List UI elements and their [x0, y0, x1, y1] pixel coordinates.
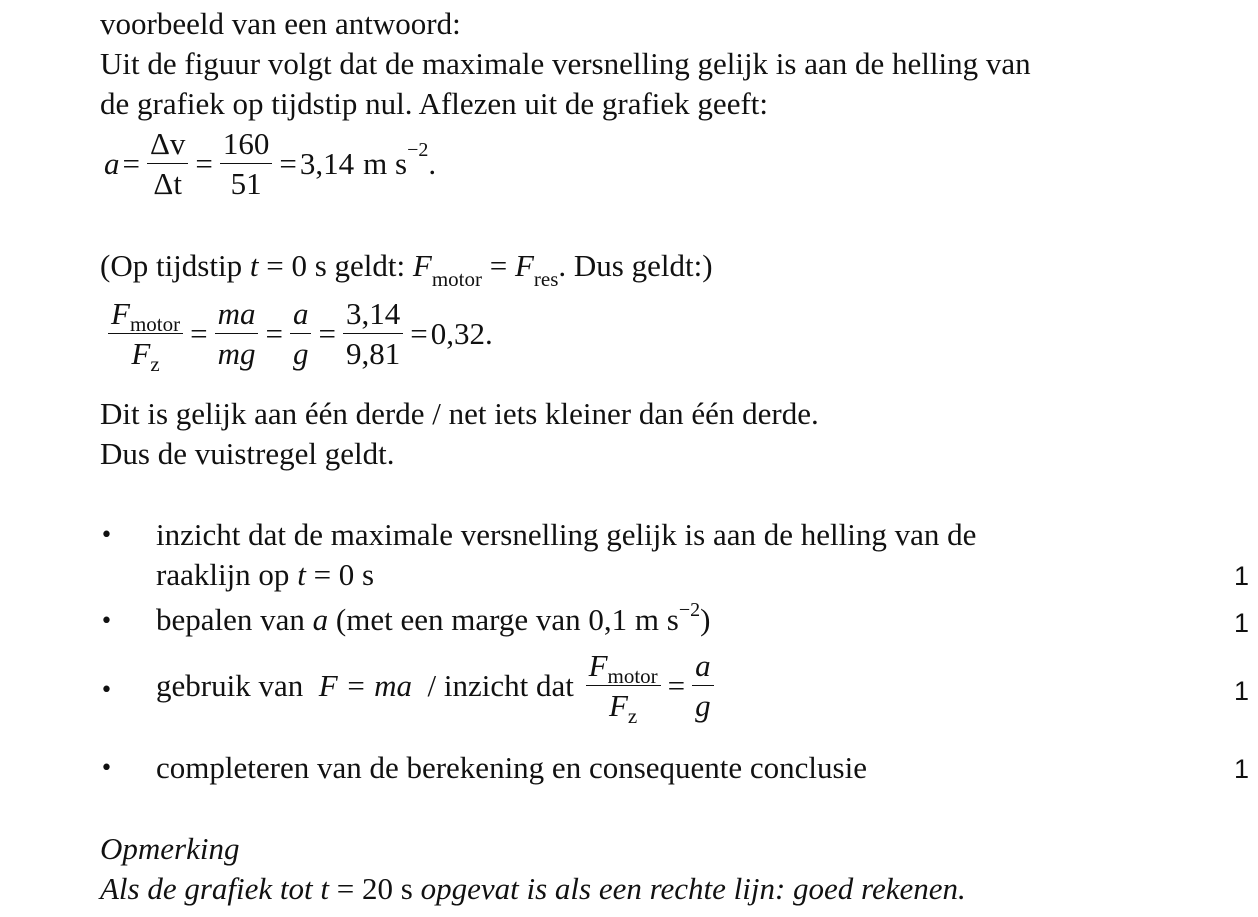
remark-title: Opmerking	[100, 831, 240, 866]
bullet-1-line-1: inzicht dat de maximale versnelling gelijk is aan de helling van de	[156, 517, 977, 552]
acceleration-equation	[104, 128, 436, 199]
eq2-g: g	[292, 336, 309, 371]
intro-line-3: de grafiek op tijdstip nul. Aflezen uit de grafiek geeft:	[100, 86, 768, 121]
eq1-delta-v: Δv	[147, 128, 188, 164]
bullet-1-score: 1	[1234, 561, 1250, 591]
bullet-2-a: a	[312, 602, 329, 637]
bullet-2-pre: bepalen van	[156, 602, 313, 637]
bullet-1-line-2	[156, 555, 374, 595]
eq1-fraction-delta	[147, 128, 188, 199]
eq1-unit: m s	[363, 145, 408, 181]
eq2-fraction-a-g	[290, 298, 312, 369]
bullet-2-post: )	[700, 602, 711, 637]
remark-pre: Als de grafiek tot	[100, 871, 321, 906]
bullet-3-mid: / inzicht dat	[411, 667, 582, 703]
eq2-equals-4: =	[410, 315, 428, 351]
condition-f-motor: F	[412, 248, 432, 283]
bullet-3-f-motor-symbol: F	[588, 648, 608, 683]
intro-line-1: voorbeeld van een antwoord:	[100, 6, 461, 41]
eq2-f-motor-symbol: F	[111, 296, 130, 331]
bullet-3-f-z-symbol: F	[608, 688, 628, 723]
eq2-f-z-sub: z	[150, 352, 160, 376]
conclusion-line-1: Dit is gelijk aan één derde / net iets kleiner dan één derde.	[100, 396, 819, 431]
eq2-f-z-symbol: F	[131, 336, 151, 371]
remark-mid: = 20 s	[329, 871, 421, 906]
eq2-f-motor-sub: motor	[129, 312, 181, 336]
bullet-3-f-motor	[586, 650, 661, 686]
condition-f-res: F	[514, 248, 534, 283]
condition-t: t	[249, 248, 259, 283]
bullet-3-a: a	[692, 650, 714, 686]
bullet-2-score: 1	[1234, 608, 1250, 638]
bullet-1-symbol: •	[100, 523, 113, 548]
bullet-3-pre: gebruik van	[156, 667, 319, 703]
eq1-fraction-values	[220, 128, 273, 199]
intro-line-2: Uit de figuur volgt dat de maximale versnelling gelijk is aan de helling van	[100, 46, 1031, 81]
eq2-a: a	[290, 298, 312, 334]
eq2-fraction-forces	[108, 296, 183, 376]
eq2-fraction-values	[343, 298, 403, 369]
eq1-numerator-value: 160	[220, 128, 273, 164]
bullet-3-formula: F = ma	[318, 667, 412, 703]
bullet-3-equals: =	[667, 667, 686, 703]
eq2-f-z	[128, 334, 162, 376]
bullet-2-symbol: •	[100, 609, 113, 634]
eq2-equals-1: =	[190, 315, 208, 351]
eq1-result: 3,14	[299, 145, 355, 181]
condition-sub-motor: motor	[431, 267, 482, 291]
remark-post: opgevat is als een rechte lijn: goed rekenen.	[420, 871, 966, 906]
bullet-1-t: t	[297, 557, 306, 592]
remark-text	[100, 869, 966, 909]
bullet-3-symbol: •	[100, 678, 113, 703]
eq2-equals-3: =	[318, 315, 336, 351]
eq1-exponent: −2	[407, 138, 429, 161]
bullet-3-fraction-forces	[586, 648, 661, 728]
eq2-ma: ma	[215, 298, 259, 334]
bullet-3-f-motor-sub: motor	[607, 664, 658, 688]
eq1-equals-2: =	[195, 145, 213, 181]
eq2-numerator-value: 3,14	[343, 298, 403, 334]
condition-sub-res: res	[533, 267, 559, 291]
eq2-fraction-ma-mg	[215, 298, 259, 369]
bullet-4-symbol: •	[100, 756, 113, 781]
bullet-3-score: 1	[1234, 676, 1250, 706]
remark-t: t	[320, 871, 330, 906]
eq1-equals-3: =	[279, 145, 297, 181]
bullet-2-text	[156, 600, 710, 644]
condition-line	[100, 246, 713, 289]
eq1-lhs: a	[104, 145, 120, 181]
eq1-equals-1: =	[122, 145, 140, 181]
bullet-3-text	[156, 648, 718, 728]
bullet-2-mid: (met een marge van 0,1 m s	[328, 602, 679, 637]
eq2-equals-2: =	[265, 315, 283, 351]
ratio-equation	[104, 296, 493, 376]
condition-pre: (Op tijdstip	[100, 248, 250, 283]
condition-equals: =	[481, 248, 515, 283]
eq2-result: 0,32.	[430, 315, 493, 351]
bullet-4-text: completeren van de berekening en consequente conclusie	[156, 750, 867, 785]
eq1-period: .	[428, 145, 437, 181]
eq1-denominator-value: 51	[230, 166, 262, 201]
eq2-denominator-value: 9,81	[345, 336, 401, 371]
condition-post: . Dus geldt:)	[558, 248, 713, 283]
bullet-2-exponent: −2	[678, 599, 701, 621]
bullet-3-g: g	[695, 688, 711, 723]
condition-mid: = 0 s geldt:	[258, 248, 413, 283]
eq2-mg: mg	[217, 336, 256, 371]
bullet-3-fraction-a-g	[692, 650, 714, 721]
conclusion-line-2: Dus de vuistregel geldt.	[100, 436, 395, 471]
bullet-3-f-z-sub: z	[627, 704, 638, 728]
bullet-1-line-2-post: = 0 s	[305, 557, 375, 592]
bullet-4-score: 1	[1234, 754, 1250, 784]
bullet-1-line-2-pre: raaklijn op	[156, 557, 298, 592]
bullet-3-f-z	[606, 686, 640, 728]
eq1-delta-t: Δt	[153, 166, 182, 201]
eq2-f-motor	[108, 298, 183, 334]
